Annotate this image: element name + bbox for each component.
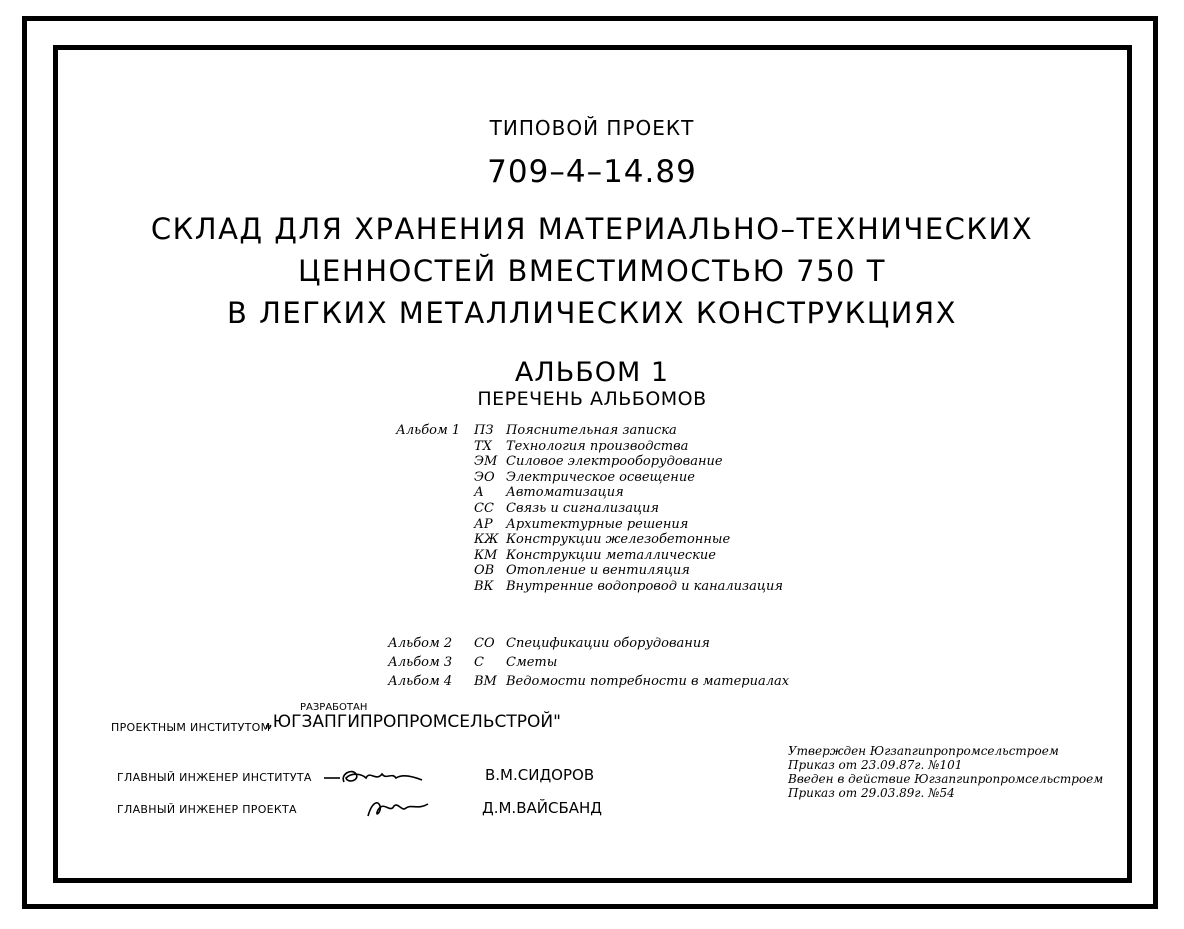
album1-label: Альбом 1 <box>396 423 461 438</box>
album3-entry: С Сметы <box>474 655 558 670</box>
approval-line-4: Приказ от 29.03.89г. №54 <box>788 786 955 800</box>
album-subtitle: ПЕРЕЧЕНЬ АЛЬБОМОВ <box>477 388 707 410</box>
album-title: АЛЬБОМ 1 <box>514 357 670 388</box>
album1-list <box>474 423 783 595</box>
title-line-1: СКЛАД ДЛЯ ХРАНЕНИЯ МАТЕРИАЛЬНО–ТЕХНИЧЕСКИХ <box>150 212 1034 246</box>
chief-engineer-institute-name: В.М.СИДОРОВ <box>485 766 595 784</box>
album2-entry: СО Спецификации оборудования <box>474 636 710 651</box>
approval-line-1: Утвержден Югзапгипропромсельстроем <box>788 744 1059 758</box>
approval-line-2: Приказ от 23.09.87г. №101 <box>788 758 963 772</box>
title-line-3: В ЛЕГКИХ МЕТАЛЛИЧЕСКИХ КОНСТРУКЦИЯХ <box>227 296 957 330</box>
institute-label: ПРОЕКТНЫМ ИНСТИТУТОМ <box>111 721 271 734</box>
chief-engineer-project-name: Д.М.ВАЙСБАНД <box>482 799 602 817</box>
list-item: ВК Внутренние водопровод и канализация <box>474 578 783 594</box>
list-item: АР Архитектурные решения <box>474 516 689 532</box>
list-item: ОВ Отопление и вентиляция <box>474 563 690 579</box>
album2-label: Альбом 2 <box>388 636 453 651</box>
project-type-label: ТИПОВОЙ ПРОЕКТ <box>489 116 695 140</box>
signature-sidorov <box>322 760 426 790</box>
album3-label: Альбом 3 <box>388 655 453 670</box>
project-number: 709–4–14.89 <box>487 154 697 190</box>
album4-label: Альбом 4 <box>388 674 453 689</box>
list-item: КМ Конструкции металлические <box>474 547 716 563</box>
list-item: СС Связь и сигнализация <box>474 500 660 516</box>
list-item: ТХ Технология производства <box>474 438 689 454</box>
title-line-2: ЦЕННОСТЕЙ ВМЕСТИМОСТЬЮ 750 Т <box>298 254 886 288</box>
signature-vaisband <box>364 794 434 822</box>
list-item: ПЗ Пояснительная записка <box>474 423 677 438</box>
list-item: ЭМ Силовое электрооборудование <box>474 454 723 470</box>
chief-engineer-institute-role: ГЛАВНЫЙ ИНЖЕНЕР ИНСТИТУТА <box>117 771 312 784</box>
album4-entry: ВМ Ведомости потребности в материалах <box>474 674 790 689</box>
developed-label: РАЗРАБОТАН <box>300 702 368 713</box>
approval-line-3: Введен в действие Югзапгипропромсельстроем <box>788 772 1104 786</box>
approval-block <box>788 744 1103 800</box>
list-item: ЭО Электрическое освещение <box>474 469 695 485</box>
institute-name: „ЮГЗАПГИПРОПРОМСЕЛЬСТРОЙ" <box>264 712 561 732</box>
list-item: КЖ Конструкции железобетонные <box>474 532 731 548</box>
chief-engineer-project-role: ГЛАВНЫЙ ИНЖЕНЕР ПРОЕКТА <box>117 803 297 816</box>
list-item: А Автоматизация <box>474 485 624 501</box>
